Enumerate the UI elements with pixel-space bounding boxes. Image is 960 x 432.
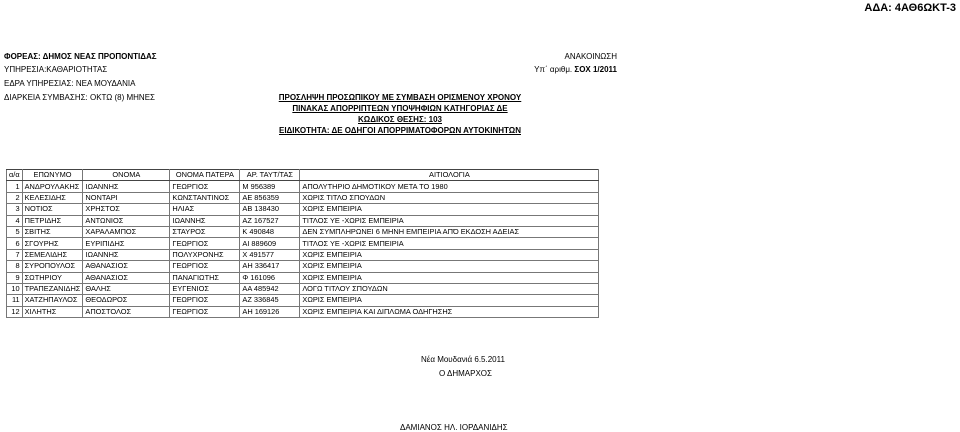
announcement-ref: [534, 66, 617, 74]
cell-father-name: ΓΕΩΡΓΙΟΣ: [170, 261, 240, 272]
cell-aa: 12: [7, 306, 23, 317]
cell-surname: ΣΒΙΤΗΣ: [22, 226, 83, 237]
cell-id-number: ΑΗ 336417: [240, 261, 300, 272]
cell-name: ΑΠΟΣΤΟΛΟΣ: [83, 306, 170, 317]
cell-name: ΘΕΟΔΩΡΟΣ: [83, 295, 170, 306]
cell-aa: 10: [7, 283, 23, 294]
signature-date: Νέα Μουδανιά 6.5.2011: [421, 355, 505, 364]
cell-id-number: Μ 956389: [240, 181, 300, 192]
cell-surname: ΣΓΟΥΡΗΣ: [22, 238, 83, 249]
cell-name: ΕΥΡΙΠΙΔΗΣ: [83, 238, 170, 249]
cell-reason: ΔΕΝ ΣΥΜΠΛΗΡΩΝΕΙ 6 ΜΗΝΗ ΕΜΠΕΙΡΙΑ ΑΠΌ ΕΚΔΟΣΗ ΑΔΕΙΑΣ: [300, 226, 599, 237]
cell-aa: 11: [7, 295, 23, 306]
cell-aa: 4: [7, 215, 23, 226]
cell-father-name: ΠΑΝΑΓΙΩΤΗΣ: [170, 272, 240, 283]
cell-surname: ΧΑΤΖΗΠΑΥΛΟΣ: [22, 295, 83, 306]
table-row: [7, 226, 599, 237]
cell-father-name: ΓΕΩΡΓΙΟΣ: [170, 306, 240, 317]
title-rejected-table: ΠΙΝΑΚΑΣ ΑΠΟΡΡΙΠΤΕΩΝ ΥΠΟΨΗΦΙΩΝ ΚΑΤΗΓΟΡΙΑΣ ΔΕ: [292, 104, 508, 113]
cell-surname: ΣΕΜΕΛΙΔΗΣ: [22, 249, 83, 260]
table-row: [7, 238, 599, 249]
cell-reason: ΤΙΤΛΟΣ ΥΕ -ΧΩΡΙΣ ΕΜΠΕΙΡΙΑ: [300, 238, 599, 249]
header-duration: ΔΙΑΡΚΕΙΑ ΣΥΜΒΑΣΗΣ: ΟΚΤΩ (8) ΜΗΝΕΣ: [4, 93, 155, 102]
cell-reason: ΛΟΓΩ ΤΙΤΛΟΥ ΣΠΟΥΔΩΝ: [300, 283, 599, 294]
cell-father-name: ΣΤΑΥΡΟΣ: [170, 226, 240, 237]
cell-aa: 1: [7, 181, 23, 192]
cell-id-number: ΑΒ 138430: [240, 204, 300, 215]
cell-surname: ΣΥΡΟΠΟΥΛΟΣ: [22, 261, 83, 272]
cell-father-name: ΙΩΑΝΝΗΣ: [170, 215, 240, 226]
cell-father-name: ΓΕΩΡΓΙΟΣ: [170, 238, 240, 249]
table-row: [7, 295, 599, 306]
cell-father-name: ΕΥΓΕΝΙΟΣ: [170, 283, 240, 294]
cell-surname: ΠΕΤΡΙΔΗΣ: [22, 215, 83, 226]
table-row: [7, 249, 599, 260]
cell-name: ΑΝΤΩΝΙΟΣ: [83, 215, 170, 226]
cell-reason: ΧΩΡΙΣ ΕΜΠΕΙΡΙΑ ΚΑΙ ΔΙΠΛΩΜΑ ΟΔΗΓΗΣΗΣ: [300, 306, 599, 317]
cell-reason: ΧΩΡΙΣ ΕΜΠΕΙΡΙΑ: [300, 204, 599, 215]
cell-father-name: ΗΛΙΑΣ: [170, 204, 240, 215]
table-row: [7, 261, 599, 272]
cell-aa: 3: [7, 204, 23, 215]
header-service: ΥΠΗΡΕΣΙΑ:ΚΑΘΑΡΙΟΤΗΤΑΣ: [4, 65, 108, 74]
table-row: [7, 192, 599, 203]
document-titles: [200, 94, 600, 138]
col-header-father-name: ΟΝΟΜΑ ΠΑΤΕΡΑ: [170, 170, 240, 181]
cell-id-number: Κ 490848: [240, 226, 300, 237]
cell-name: ΧΑΡΑΛΑΜΠΟΣ: [83, 226, 170, 237]
announcement-ref-number: ΣΟΧ 1/2011: [574, 65, 617, 74]
cell-reason: ΤΙΤΛΟΣ ΥΕ -ΧΩΡΙΣ ΕΜΠΕΙΡΙΑ: [300, 215, 599, 226]
announcement-title: ΑΝΑΚΟΙΝΩΣΗ: [564, 52, 617, 61]
cell-surname: ΤΡΑΠΕΖΑΝΙΔΗΣ: [22, 283, 83, 294]
header-agency: ΦΟΡΕΑΣ: ΔΗΜΟΣ ΝΕΑΣ ΠΡΟΠΟΝΤΙΔΑΣ: [4, 52, 157, 61]
cell-reason: ΑΠΟΛΥΤΗΡΙΟ ΔΗΜΟΤΙΚΟΥ ΜΕΤΑ ΤΟ 1980: [300, 181, 599, 192]
cell-aa: 7: [7, 249, 23, 260]
cell-name: ΧΡΗΣΤΟΣ: [83, 204, 170, 215]
cell-name: ΙΩΑΝΝΗΣ: [83, 249, 170, 260]
col-header-reason: ΑΙΤΙΟΛΟΓΙΑ: [300, 170, 599, 181]
cell-reason: ΧΩΡΙΣ ΤΙΤΛΟ ΣΠΟΥΔΩΝ: [300, 192, 599, 203]
cell-aa: 5: [7, 226, 23, 237]
table-row: [7, 283, 599, 294]
signature-role: Ο ΔΗΜΑΡΧΟΣ: [439, 369, 492, 378]
cell-name: ΑΘΑΝΑΣΙΟΣ: [83, 272, 170, 283]
col-header-aa: α/α: [7, 170, 23, 181]
title-specialty: ΕΙΔΙΚΟΤΗΤΑ: ΔΕ ΟΔΗΓΟΙ ΑΠΟΡΡΙΜΑΤΟΦΟΡΩΝ ΑΥΤΟΚΙΝΗΤΩΝ: [278, 126, 521, 135]
announcement-ref-prefix: Υπ΄ αριθμ.: [534, 65, 573, 74]
cell-father-name: ΠΟΛΥΧΡΟΝΗΣ: [170, 249, 240, 260]
cell-reason: ΧΩΡΙΣ ΕΜΠΕΙΡΙΑ: [300, 249, 599, 260]
cell-father-name: ΓΕΩΡΓΙΟΣ: [170, 181, 240, 192]
cell-name: ΙΩΑΝΝΗΣ: [83, 181, 170, 192]
cell-id-number: ΑΕ 856359: [240, 192, 300, 203]
col-header-surname: ΕΠΩΝΥΜΟ: [22, 170, 83, 181]
col-header-name: ΟΝΟΜΑ: [83, 170, 170, 181]
cell-aa: 9: [7, 272, 23, 283]
cell-id-number: ΑΙ 889609: [240, 238, 300, 249]
ada-code: ΑΔΑ: 4ΑΘ6ΩΚΤ-3: [864, 2, 956, 14]
cell-aa: 8: [7, 261, 23, 272]
cell-father-name: ΓΕΩΡΓΙΟΣ: [170, 295, 240, 306]
rejected-candidates-table: [6, 169, 599, 318]
cell-reason: ΧΩΡΙΣ ΕΜΠΕΙΡΙΑ: [300, 261, 599, 272]
header-seat: ΕΔΡΑ ΥΠΗΡΕΣΙΑΣ: ΝΕΑ ΜΟΥΔΑΝΙΑ: [4, 79, 136, 88]
cell-surname: ΚΕΛΕΣΙΔΗΣ: [22, 192, 83, 203]
cell-name: ΑΘΑΝΑΣΙΟΣ: [83, 261, 170, 272]
cell-surname: ΑΝΔΡΟΥΛΑΚΗΣ: [22, 181, 83, 192]
table-row: [7, 272, 599, 283]
cell-reason: ΧΩΡΙΣ ΕΜΠΕΙΡΙΑ: [300, 272, 599, 283]
cell-aa: 6: [7, 238, 23, 249]
title-hiring: ΠΡΟΣΛΗΨΗ ΠΡΟΣΩΠΙΚΟΥ ΜΕ ΣΥΜΒΑΣΗ ΟΡΙΣΜΕΝΟΥ ΧΡΟΝΟΥ: [278, 93, 522, 102]
signature-name: ΔΑΜΙΑΝΟΣ ΗΛ. ΙΟΡΔΑΝΙΔΗΣ: [400, 423, 508, 432]
title-position-code: ΚΩΔΙΚΟΣ ΘΕΣΗΣ: 103: [358, 115, 442, 124]
table-row: [7, 204, 599, 215]
cell-reason: ΧΩΡΙΣ ΕΜΠΕΙΡΙΑ: [300, 295, 599, 306]
cell-id-number: Φ 161096: [240, 272, 300, 283]
cell-surname: ΣΩΤΗΡΙΟΥ: [22, 272, 83, 283]
table-row: [7, 215, 599, 226]
table-row: [7, 181, 599, 192]
cell-name: ΘΑΛΗΣ: [83, 283, 170, 294]
col-header-id-number: ΑΡ. ΤΑΥΤ/ΤΑΣ: [240, 170, 300, 181]
cell-name: ΝΟΝΤΑΡΙ: [83, 192, 170, 203]
cell-id-number: ΑΗ 169126: [240, 306, 300, 317]
table-row: [7, 306, 599, 317]
cell-surname: ΝΟΤΙΟΣ: [22, 204, 83, 215]
table-header-row: [7, 170, 599, 181]
cell-aa: 2: [7, 192, 23, 203]
cell-id-number: ΑΖ 336845: [240, 295, 300, 306]
cell-id-number: Χ 491577: [240, 249, 300, 260]
cell-id-number: ΑΖ 167527: [240, 215, 300, 226]
cell-father-name: ΚΩΝΣΤΑΝΤΙΝΟΣ: [170, 192, 240, 203]
cell-surname: ΧΙΛΗΤΗΣ: [22, 306, 83, 317]
cell-id-number: ΑΑ 485942: [240, 283, 300, 294]
